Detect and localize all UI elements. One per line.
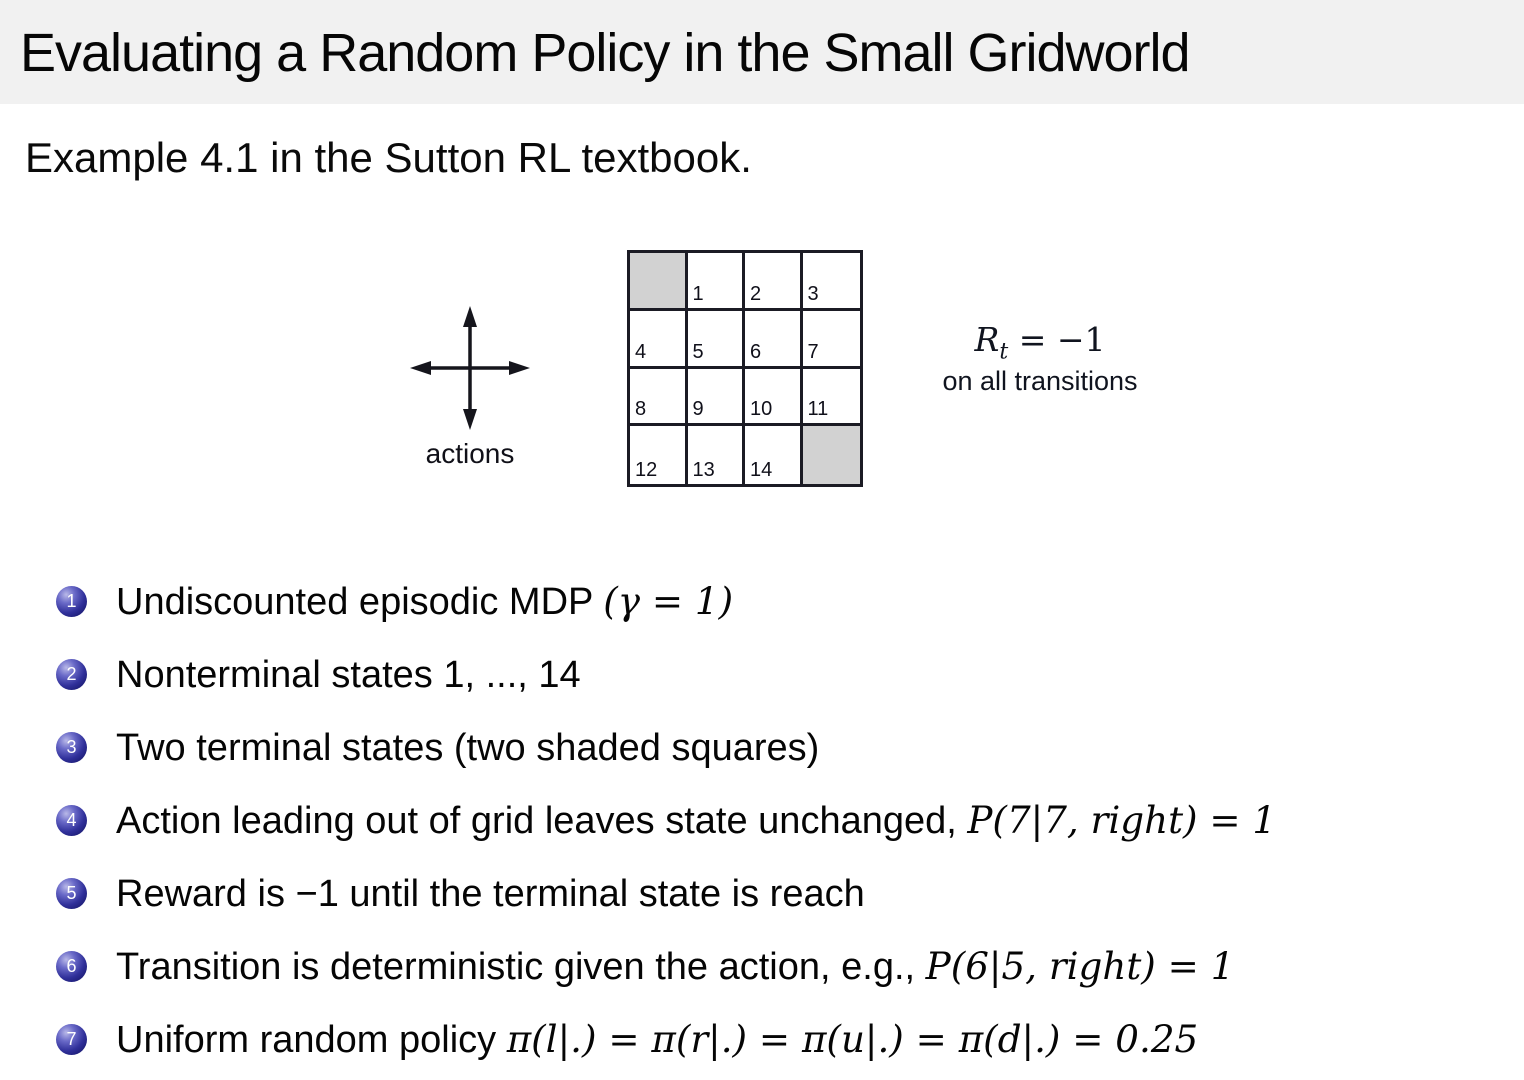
- list-item: [56, 930, 1276, 1003]
- enumerate-ball: 7: [56, 1024, 87, 1055]
- grid-cell-terminal-topleft: [630, 253, 688, 311]
- list-item-text: Undiscounted episodic MDP (γ = 1): [116, 579, 734, 623]
- grid-cell-3: [803, 253, 861, 311]
- enumerate-ball: 1: [56, 586, 87, 617]
- grid-cell-label: 6: [750, 340, 762, 363]
- grid-cell-12: [630, 426, 688, 484]
- enumerate-ball: 4: [56, 805, 87, 836]
- list-item-text: Action leading out of grid leaves state unchanged, P(7|7, right) = 1: [116, 798, 1277, 842]
- enumerate-ball: 6: [56, 951, 87, 982]
- list-item: [56, 638, 1276, 711]
- grid-cell-11: [803, 369, 861, 427]
- grid-cell-label: 11: [807, 398, 829, 421]
- grid-cell-14: [745, 426, 803, 484]
- grid-cell-label: 9: [692, 398, 704, 421]
- enumerate-ball: 3: [56, 732, 87, 763]
- math-expression: (γ = 1): [603, 579, 734, 623]
- reward-variable: R: [974, 320, 1000, 359]
- grid-cell-label: 3: [807, 282, 819, 305]
- math-expression: π(l|.) = π(r|.) = π(u|.) = π(d|.) = 0.25: [506, 1017, 1199, 1061]
- grid-cell-9: [688, 369, 746, 427]
- slide-title-bar: [0, 0, 1524, 104]
- grid-cell-label: 7: [807, 340, 819, 363]
- math-expression: P(6|5, right) = 1: [925, 944, 1235, 988]
- grid-cell-label: 10: [750, 398, 773, 421]
- enumerate-ball: 5: [56, 878, 87, 909]
- list-item-text: Nonterminal states 1, ..., 14: [116, 654, 581, 696]
- subtitle: Example 4.1 in the Sutton RL textbook.: [25, 134, 752, 181]
- grid-cell-label: 13: [692, 459, 715, 481]
- actions-label: actions: [425, 438, 515, 469]
- grid-cell-7: [803, 311, 861, 369]
- list-item-text: Two terminal states (two shaded squares): [116, 727, 820, 769]
- grid-cell-label: 1: [692, 282, 704, 305]
- grid-cell-8: [630, 369, 688, 427]
- gridworld-grid: [627, 250, 863, 487]
- enumerate-ball: 2: [56, 659, 87, 690]
- grid-cell-13: [688, 426, 746, 484]
- list-item: [56, 784, 1276, 857]
- grid-cell-6: [745, 311, 803, 369]
- reward-annotation: [920, 320, 1160, 397]
- four-direction-arrows-icon: [410, 306, 530, 430]
- grid-cell-10: [745, 369, 803, 427]
- reward-value: = −1: [1008, 320, 1106, 359]
- reward-formula: [920, 320, 1160, 365]
- page-title: Evaluating a Random Policy in the Small Gridworld: [20, 23, 1190, 83]
- grid-cell-4: [630, 311, 688, 369]
- bullet-list: [56, 565, 1276, 1076]
- reward-caption: on all transitions: [942, 365, 1138, 396]
- actions-diagram: [410, 306, 530, 435]
- math-expression: P(7|7, right) = 1: [967, 798, 1277, 842]
- grid-cell-label: 8: [635, 398, 647, 421]
- list-item-text: Reward is −1 until the terminal state is reach: [116, 873, 865, 915]
- grid-cell-label: 12: [635, 459, 658, 481]
- list-item-text: Transition is deterministic given the action, e.g., P(6|5, right) = 1: [116, 944, 1235, 988]
- list-item: [56, 565, 1276, 638]
- grid-cell-label: 2: [750, 282, 762, 305]
- grid-cell-1: [688, 253, 746, 311]
- list-item: [56, 857, 1276, 930]
- grid-cell-label: 5: [692, 340, 704, 363]
- reward-subscript: t: [999, 339, 1009, 365]
- grid-cell-label: 4: [635, 340, 647, 363]
- list-item-text: Uniform random policy π(l|.) = π(r|.) = π(u|.) = π(d|.) = 0.25: [116, 1017, 1199, 1061]
- grid-cell-2: [745, 253, 803, 311]
- grid-cell-label: 14: [750, 459, 773, 481]
- list-item: [56, 711, 1276, 784]
- list-item: [56, 1003, 1276, 1076]
- grid-cell-5: [688, 311, 746, 369]
- grid-cell-terminal-bottomright: [803, 426, 861, 484]
